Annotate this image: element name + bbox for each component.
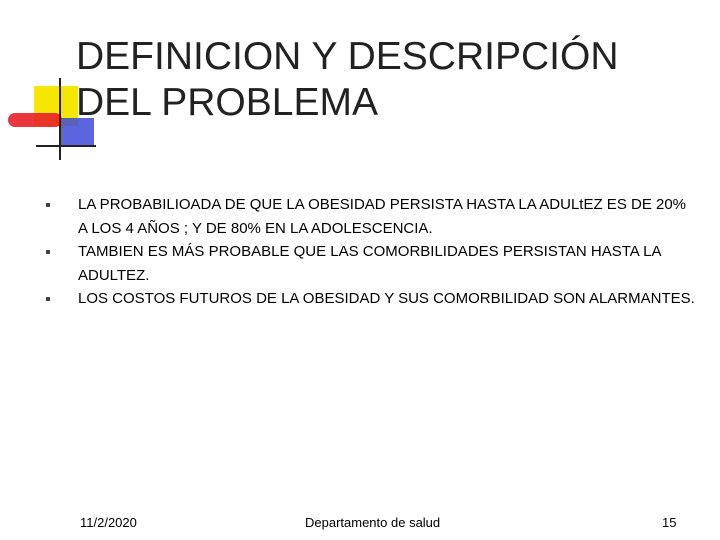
page-number: 15 bbox=[662, 515, 677, 530]
bullet-item bbox=[46, 287, 696, 311]
title-line-1: DEFINICION Y DESCRIPCIÓN bbox=[76, 35, 619, 78]
bullet-item bbox=[46, 240, 696, 287]
bullet-square-icon bbox=[46, 203, 50, 207]
bullet-text: LA PROBABILIOADA DE QUE LA OBESIDAD PERSISTA HASTA LA ADULtEZ ES DE 20% A LOS 4 AÑOS ; Y DE 80% EN LA ADOLESCENCIA. bbox=[78, 196, 687, 237]
bullet-item bbox=[46, 193, 696, 240]
footer-department: Departamento de salud bbox=[305, 515, 441, 530]
bullet-square-icon bbox=[46, 250, 50, 254]
bullet-list bbox=[46, 193, 696, 311]
bullet-text: LOS COSTOS FUTUROS DE LA OBESIDAD Y SUS COMORBILIDAD SON ALARMANTES. bbox=[78, 290, 695, 307]
title-line-2: DEL PROBLEMA bbox=[76, 81, 378, 124]
bullet-square-icon bbox=[46, 297, 50, 301]
footer-date: 11/2/2020 bbox=[80, 515, 137, 530]
red-bar bbox=[8, 113, 62, 127]
bullet-text: TAMBIEN ES MÁS PROBABLE QUE LAS COMORBILIDADES PERSISTAN HASTA LA ADULTEZ. bbox=[78, 243, 661, 284]
slide-title bbox=[76, 34, 696, 126]
